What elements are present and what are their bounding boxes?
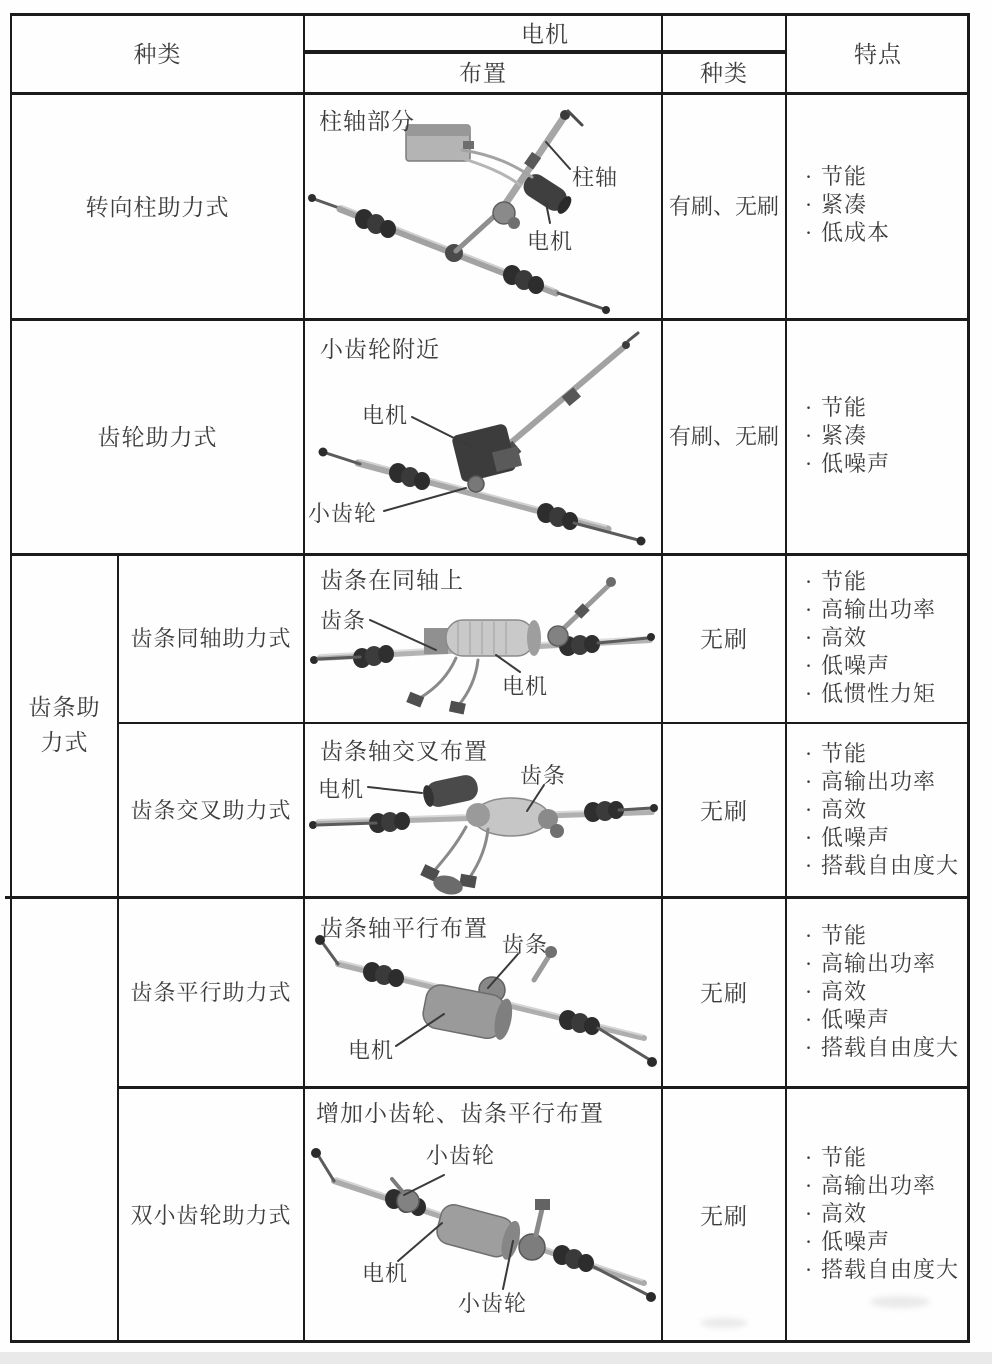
bullet-dot: ·	[804, 922, 814, 948]
type-label-row2: 齿轮助力式	[97, 425, 218, 450]
header-motor-subtype-label: 种类	[700, 61, 748, 86]
feature-item: · 高输出功率	[797, 1172, 936, 1200]
features-cell-row4	[787, 722, 969, 897]
part-label-motor: 电机	[348, 1038, 395, 1063]
feature-item: · 节能	[797, 163, 867, 191]
part-label-motor: 电机	[318, 777, 365, 802]
feature-item: · 节能	[797, 922, 867, 950]
motor-type-cell-row1	[663, 92, 785, 318]
part-label-motor: 电机	[362, 1261, 409, 1286]
header-layout-cell	[304, 51, 662, 92]
part-label-motor: 电机	[362, 403, 409, 428]
features-cell-row1	[787, 92, 969, 318]
feature-item: · 低成本	[797, 219, 890, 247]
motor-type-cell-row3	[663, 553, 785, 722]
feature-item: · 高输出功率	[797, 768, 936, 796]
feature-item: · 低噪声	[797, 450, 890, 478]
bullet-dot: ·	[804, 1034, 814, 1060]
motor-type-row6: 无刷	[700, 1203, 748, 1229]
header-features-cell	[787, 13, 969, 92]
feature-item: · 紧凑	[797, 422, 867, 450]
bullet-dot: ·	[804, 596, 814, 622]
feature-item: · 低惯性力矩	[797, 680, 936, 708]
motor-type-row4: 无刷	[700, 799, 748, 824]
bullet-dot: ·	[804, 652, 814, 678]
bullet-dot: ·	[804, 164, 814, 189]
bullet-dot: ·	[804, 1257, 814, 1282]
part-label-column-shaft: 柱轴	[572, 165, 619, 190]
motor-type-cell-row5	[663, 897, 785, 1086]
feature-item: · 搭载自由度大	[797, 1034, 959, 1062]
feature-item: · 低噪声	[797, 1228, 890, 1256]
image-caption: 柱轴部分	[319, 109, 415, 134]
header-features-label: 特点	[854, 42, 902, 67]
motor-type-row5: 无刷	[700, 981, 748, 1006]
bullet-dot: ·	[804, 768, 814, 794]
type-cell-row3	[119, 553, 303, 722]
header-motor-label: 电机	[521, 21, 569, 47]
layout-cell-row2	[306, 321, 661, 551]
part-label-pinion: 小齿轮	[308, 501, 378, 526]
bullet-dot: ·	[804, 978, 814, 1004]
feature-item: · 高输出功率	[797, 950, 936, 978]
type-cell-row2	[12, 318, 303, 553]
bullet-dot: ·	[804, 1006, 814, 1032]
bullet-dot: ·	[804, 824, 814, 850]
type-cell-row5	[119, 897, 303, 1086]
feature-item: · 低噪声	[797, 652, 890, 680]
feature-item: · 高输出功率	[797, 596, 936, 624]
part-label-rack: 齿条	[320, 608, 367, 633]
type-label-row6: 双小齿轮助力式	[130, 1202, 292, 1228]
header-motor-subtype-cell	[663, 51, 785, 92]
feature-item: · 高效	[797, 1200, 867, 1228]
bullet-dot: ·	[804, 740, 814, 766]
type-cell-row4	[119, 722, 303, 897]
bullet-dot: ·	[804, 950, 814, 976]
features-cell-row5	[787, 897, 969, 1086]
feature-item: · 低噪声	[797, 1006, 890, 1034]
part-label-motor: 电机	[502, 674, 549, 699]
type-cell-row6	[119, 1086, 303, 1342]
bullet-dot: ·	[804, 1145, 814, 1170]
part-label-rack: 齿条	[520, 763, 567, 788]
image-caption: 小齿轮附近	[320, 337, 440, 362]
features-cell-row3	[787, 553, 969, 722]
type-label-row3: 齿条同轴助力式	[130, 626, 292, 651]
bullet-dot: ·	[804, 422, 814, 448]
header-type-label: 种类	[133, 42, 182, 67]
feature-item: · 高效	[797, 624, 867, 652]
feature-item: · 节能	[797, 568, 867, 596]
bullet-dot: ·	[804, 450, 814, 476]
features-cell-row2	[787, 318, 969, 553]
bullet-dot: ·	[804, 192, 814, 217]
motor-type-cell-row6	[663, 1086, 785, 1342]
part-label-rack: 齿条	[502, 932, 549, 957]
bullet-dot: ·	[804, 568, 814, 594]
part-label-pinion-top: 小齿轮	[426, 1143, 496, 1168]
image-caption: 齿条在同轴上	[320, 568, 464, 593]
image-caption: 齿条轴平行布置	[320, 916, 488, 941]
feature-item: · 高效	[797, 796, 867, 824]
layout-cell-row1	[306, 95, 661, 316]
motor-type-cell-row2	[663, 318, 785, 553]
motor-type-row2: 有刷、无刷	[668, 424, 779, 449]
feature-item: · 低噪声	[797, 824, 890, 852]
bullet-dot: ·	[804, 220, 814, 245]
header-layout-label: 布置	[459, 61, 507, 86]
bullet-dot: ·	[804, 394, 814, 420]
feature-item: · 高效	[797, 978, 867, 1006]
layout-cell-row3	[306, 556, 661, 720]
motor-type-row3: 无刷	[700, 627, 748, 652]
image-caption: 增加小齿轮、齿条平行布置	[316, 1101, 604, 1126]
watermark-smudge	[870, 1296, 930, 1308]
header-motor-cell	[304, 13, 786, 51]
bullet-dot: ·	[804, 852, 814, 878]
watermark-smudge	[700, 1318, 748, 1328]
feature-item: · 节能	[797, 1144, 867, 1172]
type-label-row5: 齿条平行助力式	[130, 980, 292, 1005]
group-type-label: 齿条助力式	[28, 695, 101, 755]
layout-cell-row4	[306, 725, 661, 895]
feature-item: · 节能	[797, 740, 867, 768]
bullet-dot: ·	[804, 680, 814, 706]
bullet-dot: ·	[804, 624, 814, 650]
part-label-pinion-bottom: 小齿轮	[458, 1291, 528, 1316]
part-label-motor: 电机	[527, 229, 574, 254]
page-bottom-strip	[0, 1352, 992, 1364]
bullet-dot: ·	[804, 1173, 814, 1198]
feature-item: · 节能	[797, 394, 867, 422]
header-type-cell	[12, 13, 303, 92]
type-cell-row1	[12, 92, 303, 318]
motor-type-cell-row4	[663, 722, 785, 897]
group-type-cell	[12, 553, 117, 897]
bullet-dot: ·	[804, 796, 814, 822]
bullet-dot: ·	[804, 1201, 814, 1226]
bullet-dot: ·	[804, 1229, 814, 1254]
feature-item: · 紧凑	[797, 191, 867, 219]
type-label-row4: 齿条交叉助力式	[130, 798, 292, 823]
image-caption: 齿条轴交叉布置	[320, 739, 488, 764]
layout-cell-row5	[306, 900, 661, 1084]
motor-type-row1: 有刷、无刷	[668, 193, 779, 219]
feature-item: · 搭载自由度大	[797, 1256, 959, 1284]
type-label-row1: 转向柱助力式	[85, 194, 230, 220]
feature-item: · 搭载自由度大	[797, 852, 959, 880]
layout-cell-row6	[306, 1089, 661, 1340]
